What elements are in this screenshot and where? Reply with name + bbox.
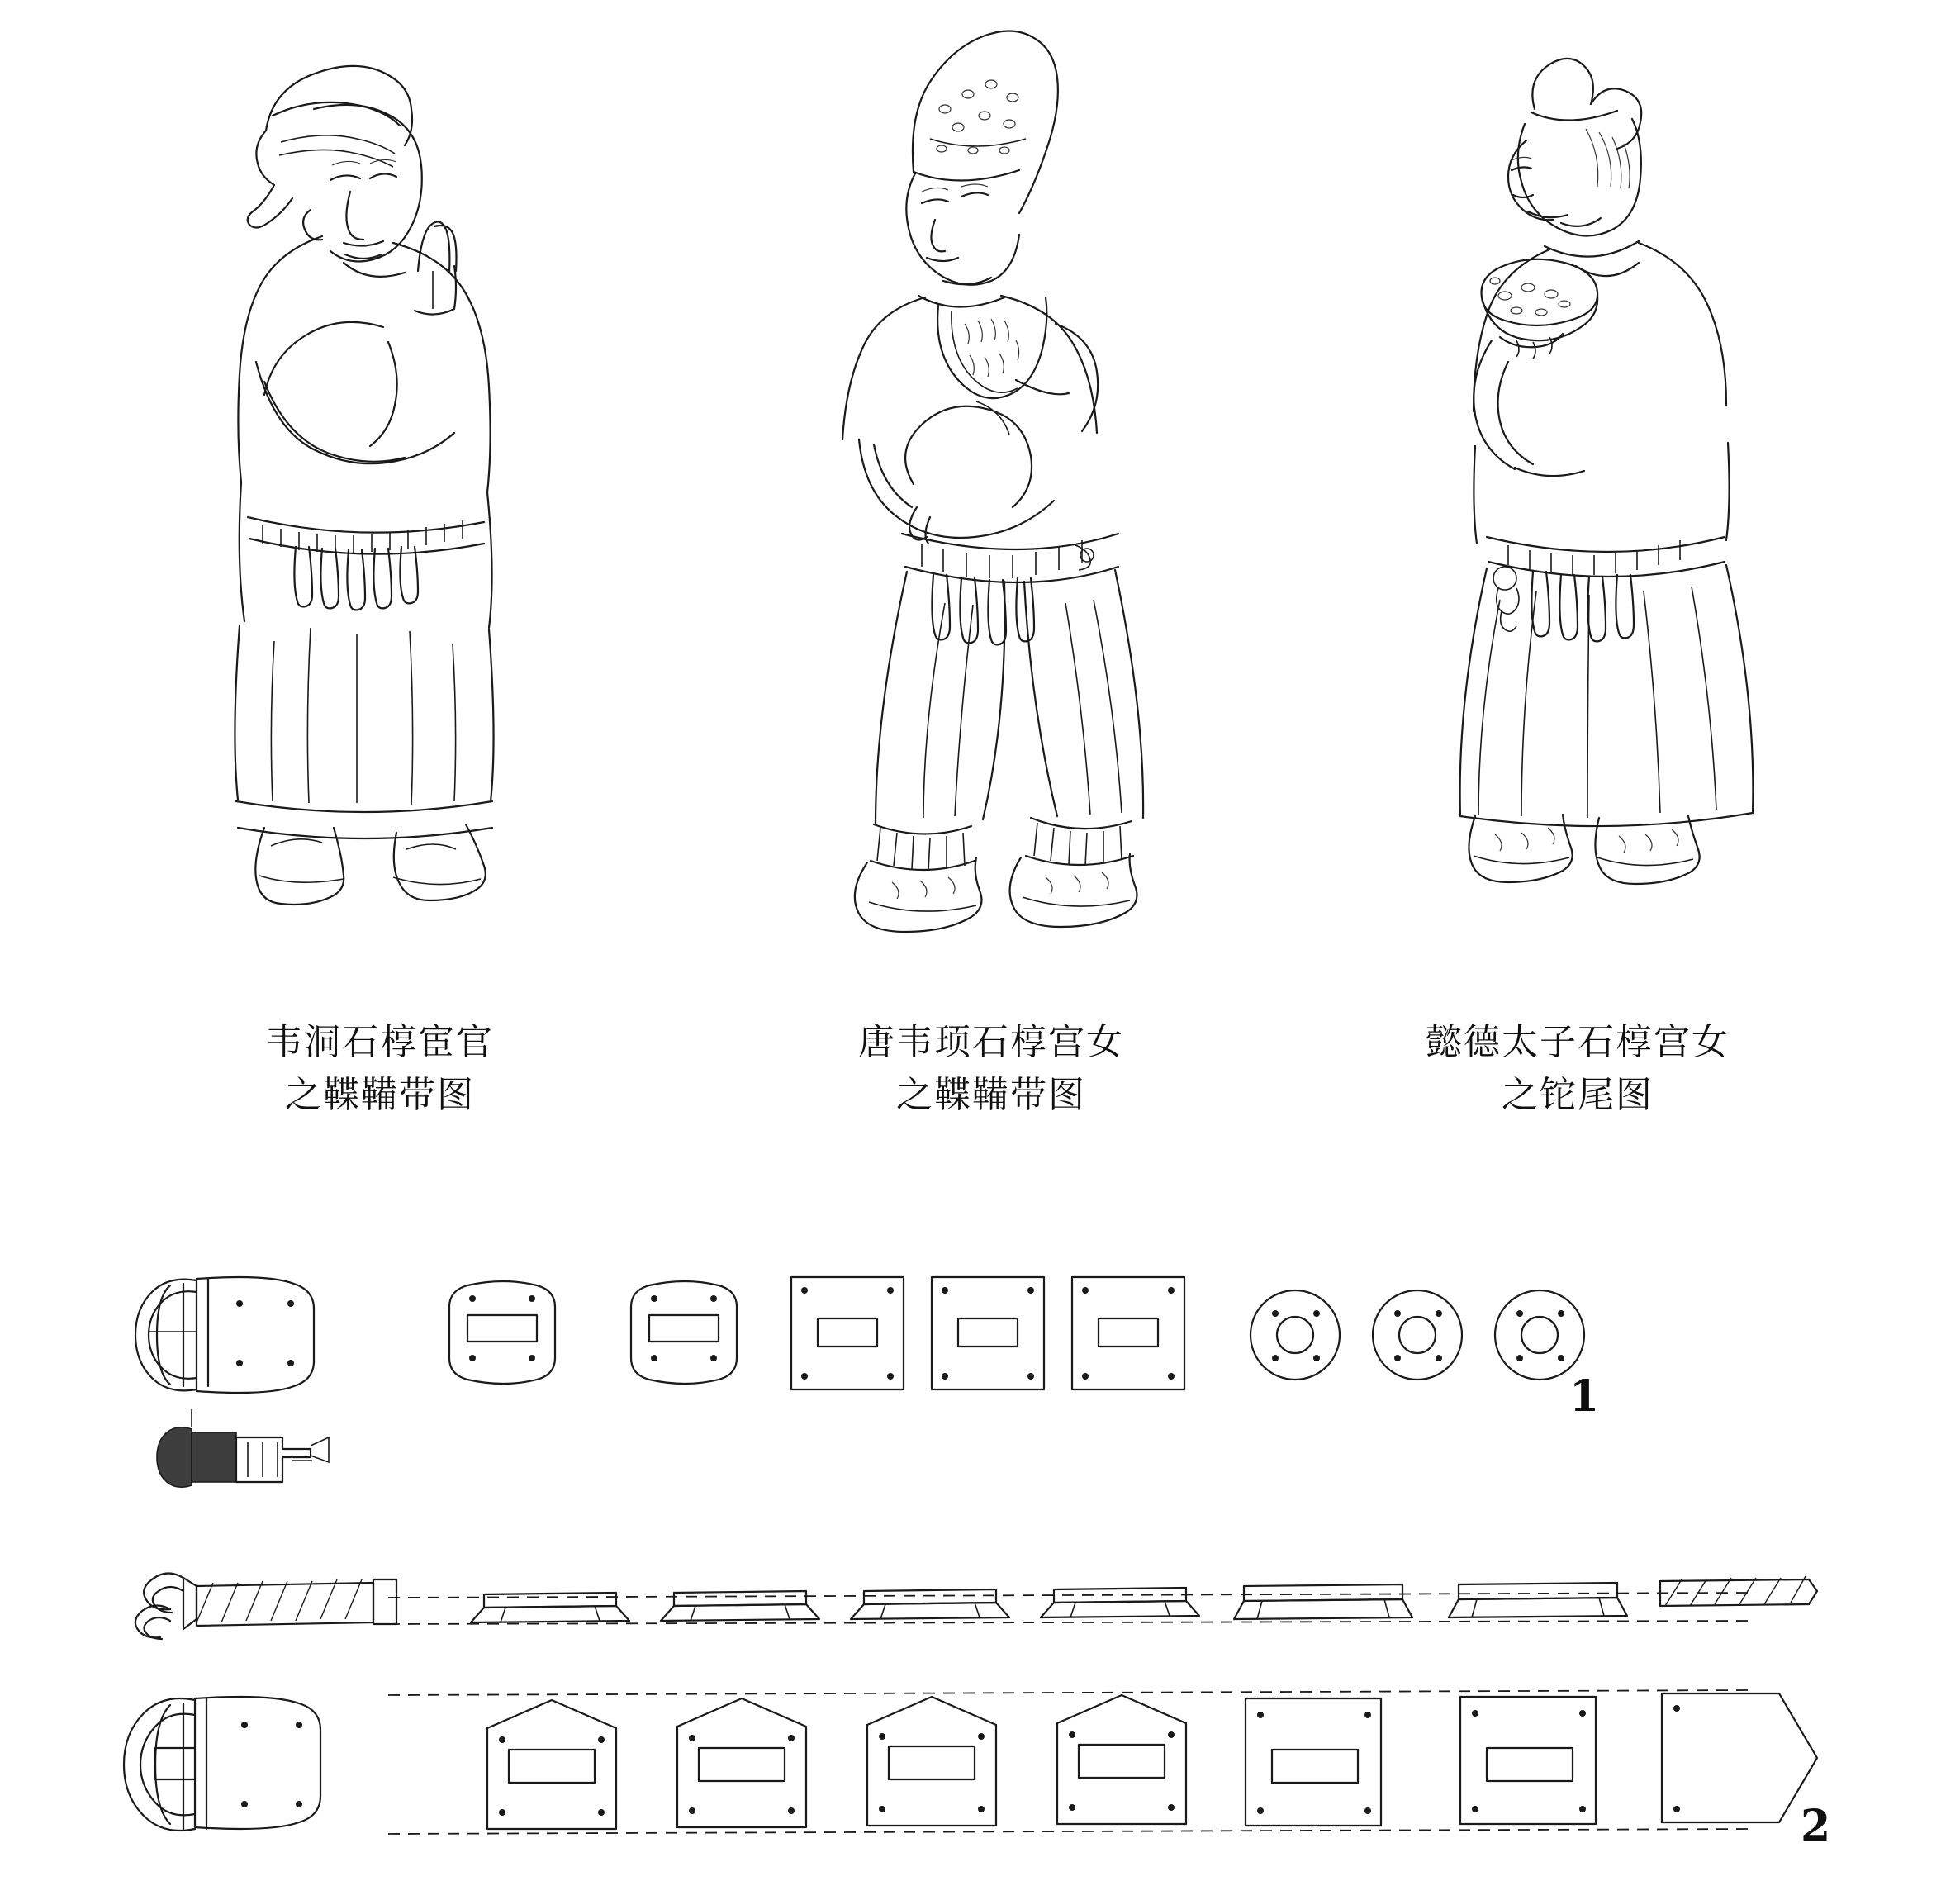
round-boss-b — [1373, 1290, 1462, 1380]
plaque-profile-c — [851, 1589, 1009, 1619]
caption-line: 之铊尾图 — [1502, 1073, 1654, 1116]
square-plaque-b — [932, 1277, 1044, 1389]
caption-line: 韦洞石椁宦官 — [266, 1021, 494, 1063]
caption-line: 唐韦顼石椁宫女 — [858, 1021, 1124, 1063]
caption-figure-2 — [727, 1016, 1255, 1122]
buckle-with-tongue — [135, 1277, 314, 1393]
caption-line: 之鞢鞴带图 — [896, 1073, 1086, 1116]
pentagon-plaque-d — [1057, 1695, 1186, 1824]
caption-line: 之鞢鞴带图 — [285, 1073, 475, 1116]
pentagon-plaque-c — [867, 1697, 996, 1826]
figure-eunuch-official — [149, 33, 661, 967]
round-boss-c — [1495, 1290, 1584, 1380]
strap-end-plan — [1662, 1693, 1817, 1822]
figure-palace-maid-wei-jiong — [768, 33, 1280, 967]
plaque-profile-e — [1234, 1584, 1412, 1619]
plate-number-1: 1 — [1569, 1371, 1600, 1422]
square-plaque-a — [791, 1277, 904, 1389]
round-boss-a — [1251, 1290, 1340, 1380]
plate-number-2: 2 — [1801, 1801, 1831, 1851]
figure-row — [0, 33, 1960, 967]
belt-fittings-plate-1 — [0, 1256, 1960, 1528]
square-plaque-d — [1246, 1698, 1381, 1826]
shield-plaque-b — [631, 1281, 737, 1384]
figure-palace-maid-yide — [1355, 33, 1867, 967]
belt-fittings-plate-2 — [0, 1545, 1960, 1875]
pentagon-plaque-b — [677, 1698, 806, 1827]
caption-row — [0, 1016, 1960, 1173]
buckle-side-detail — [157, 1409, 329, 1487]
plaque-profile-f — [1449, 1583, 1627, 1617]
plaque-profile-d — [1041, 1588, 1199, 1617]
caption-figure-1 — [116, 1016, 644, 1122]
square-plaque-e — [1460, 1697, 1596, 1824]
buckle-profile — [135, 1573, 396, 1639]
shield-plaque-a — [449, 1281, 555, 1384]
buckle-plan — [124, 1697, 320, 1831]
strap-end-profile — [1660, 1576, 1817, 1606]
caption-line: 懿德太子石椁宫女 — [1426, 1021, 1730, 1063]
pentagon-plaque-a — [487, 1700, 616, 1829]
square-plaque-c — [1072, 1277, 1184, 1389]
caption-figure-3 — [1313, 1016, 1842, 1122]
